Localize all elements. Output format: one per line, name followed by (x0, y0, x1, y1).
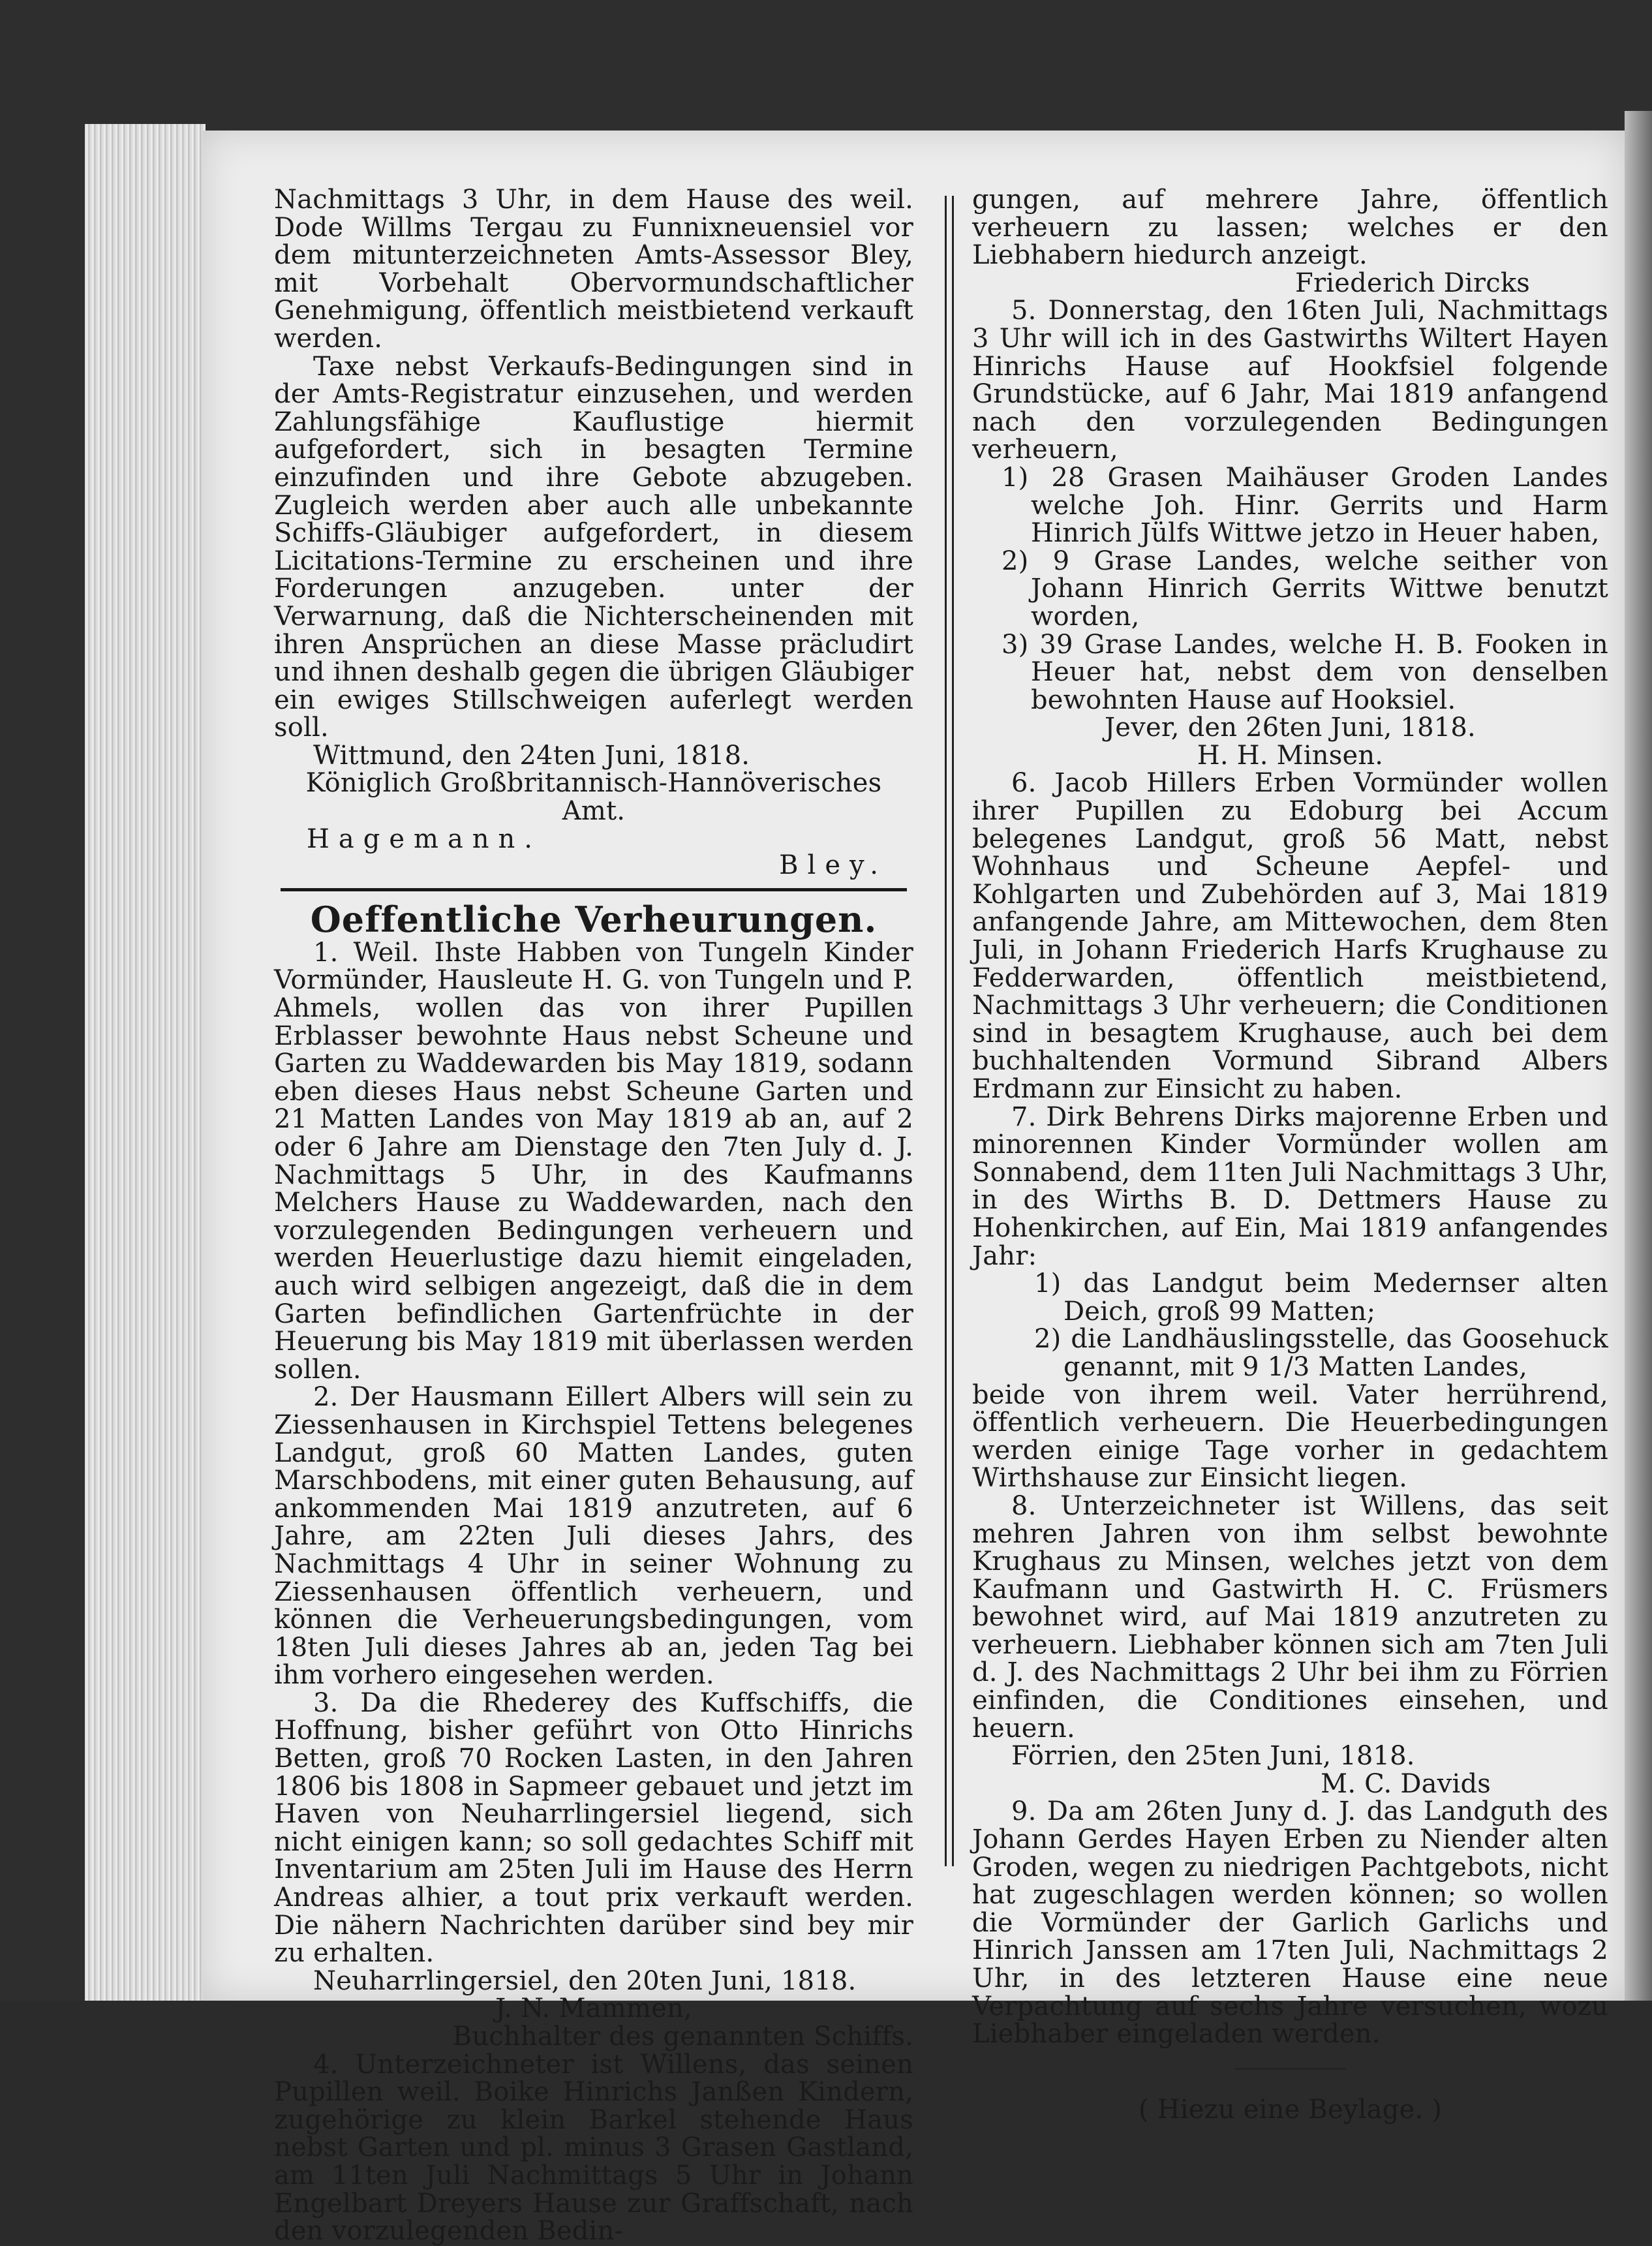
notice-item-4: 4. Unterzeichneter ist Willens, das seinen Pupillen weil. Boike Hinrichs Janßen Kindern, zugehörige zu klein Barkel stehende Haus nebst Garten und pl. minus 3 Grasen Gastland, am 11ten Juli Nachmittags 5 Uhr in Johann Engelbart Dreyers Hause zur Graffschaft, nach den vorzulegenden Bedin- (274, 2049, 913, 2246)
column-divider (945, 196, 954, 1866)
item5-subitem-3: 3) 39 Grase Landes, welche H. B. Fooken in Heuer hat, nebst dem von denselben bewohnten Hause auf Hooksiel. (1002, 629, 1608, 715)
item5-place-date: Jever, den 26ten Juni, 1818. (1105, 713, 1476, 743)
item3-name: J. N. Mammen, (495, 1993, 692, 2024)
notice-item-1: 1. Weil. Ihste Habben von Tungeln Kinder Vormünder, Hausleute H. G. von Tungeln und P. Ahmels, wollen das von ihrer Pupillen Erblasser bewohnte Haus nebst Scheune und Garten zu Waddewarden bis May 1819, sodann eben dieses Haus nebst Scheune Garten und 21 Matten Landes von May 1819 ab an, auf 2 oder 6 Jahre am Dienstage den 7ten July d. J. Nachmittags 5 Uhr, in des Kaufmanns Melchers Hause zu Waddewarden, nach den vorzulegenden Bedingungen verheuern und werden Heuerlustige dazu hiemit eingeladen, auch wird selbigen angezeigt, daß die in dem Garten befindlichen Gartenfrüchte in der Heuerung bis May 1819 mit überlassen werden sollen. (274, 937, 913, 1385)
left-column (274, 186, 913, 2245)
section-rule (281, 888, 907, 891)
continuation-signature: Friederich Dircks (1295, 268, 1530, 298)
supplement-note: ( Hiezu eine Beylage. ) (1138, 2094, 1443, 2125)
facing-page-edge (1625, 111, 1652, 2001)
right-column (972, 186, 1608, 2123)
notice-item-6: 6. Jacob Hillers Erben Vormünder wollen ihrer Pupillen zu Edoburg bei Accum belegenes Landgut, groß 56 Matt, nebst Wohnhaus und Scheune Aepfel- und Kohlgarten und Zubehörden auf 3, Mai 1819 anfangende Jahre, am Mittewochen, dem 8ten Juli, in Johann Friederich Harfs Krughause zu Fedderwarden, öffentlich meistbietend, Nachmittags 3 Uhr verheuern; die Conditionen sind in besagtem Krughause, auch bei dem buchhaltenden Vormund Sibrand Albers Erdmann zur Einsicht zu haben. (972, 768, 1608, 1104)
notice-item-5: 5. Donnerstag, den 16ten Juli, Nachmittags 3 Uhr will ich in des Gastwirths Wiltert Hayen Hinrichs Hause auf Hookfsiel folgende Grundstücke, auf 6 Jahr, Mai 1819 anfangend nach den vorzulegenden Bedingungen verheuern, (972, 296, 1608, 465)
taxe-paragraph: Taxe nebst Verkaufs-Bedingungen sind in der Amts-Registratur einzusehen, und werden Zahlungsfähige Kauflustige hiermit aufgefordert, sich in besagten Termine einzufinden und ihre Gebote abzugeben. Zugleich werden aber auch alle unbekannte Schiffs-Gläubiger aufgefordert, in diesem Licitations-Termine zu erscheinen und ihre Forderungen anzugeben. unter der Verwarnung, daß die Nichterscheinenden mit ihren Ansprüchen an diese Masse präcludirt und ihnen deshalb gegen die übrigen Gläubiger ein ewiges Stillschweigen auferlegt werden soll. (274, 351, 913, 743)
item8-signature: M. C. Davids (1321, 1768, 1491, 1799)
item5-subitem-1: 1) 28 Grasen Maihäuser Groden Landes welche Joh. Hinr. Gerrits und Harm Hinrich Jülfs Wittwe jetzo in Heuer haben, (1002, 462, 1608, 549)
item7-subitem-2: 2) die Landhäuslingsstelle, das Goosehuck genannt, mit 9 1/3 Matten Landes, (1034, 1324, 1608, 1382)
item5-subitem-2: 2) 9 Grase Landes, welche seither von Johann Hinrich Gerrits Wittwe benutzt worden, (1002, 546, 1608, 632)
place-date: Wittmund, den 24ten Juni, 1818. (313, 740, 750, 771)
authority-line: Königlich Großbritannisch-Hannöverisches Amt. (305, 768, 882, 827)
closing-rule (1235, 2068, 1346, 2070)
notice-item-8: 8. Unterzeichneter ist Willens, das seit mehren Jahren von ihm selbst bewohnte Krughaus zu Minsen, welches jetzt von dem Kaufmann und Gastwirth H. C. Früsmers bewohnet wird, auf Mai 1819 anzutreten zu verheuern. Liebhaber können sich am 7ten Juli d. J. des Nachmittags 2 Uhr bei ihm zu Förrien einfinden, die Conditiones einsehen, und heuern. (972, 1490, 1608, 1744)
notice-item-2: 2. Der Hausmann Eillert Albers will sein zu Ziessenhausen in Kirchspiel Tettens belegenes Landgut, groß 60 Matten Landes, guten Marschbodens, mit einer guten Behausung, auf ankommenden Mai 1819 anzutreten, auf 6 Jahre, am 22ten Juli dieses Jahrs, des Nachmittags 4 Uhr in seiner Wohnung zu Ziessenhausen öffentlich verheuern, und können die Verheuerungsbedingungen, vom 18ten Juli dieses Jahres ab an, jeden Tag bei ihm vorhero eingesehen werden. (274, 1382, 913, 1691)
notice-item-3: 3. Da die Rhederey des Kuffschiffs, die Hoffnung, bisher geführt von Otto Hinrichs Betten, groß 70 Rocken Lasten, in den Jahren 1806 bis 1808 in Sapmeer gebauet und jetzt im Haven von Neuharrlingersiel liegend, sich nicht einigen kann; so soll gedachtes Schiff mit Inventarium am 25ten Juli im Hause des Herrn Andreas alhier, a tout prix verkauft werden. Die nähern Nachrichten darüber sind bey mir zu erhalten. (274, 1687, 913, 1969)
notice-item-9: 9. Da am 26ten Juny d. J. das Landguth des Johann Gerdes Hayen Erben zu Niender alten Groden, wegen zu niedrigen Pachtgebots, nicht hat zugeschlagen werden können; so wollen die Vormünder der Garlich Garlichs und Hinrich Janssen am 17ten Juli, Nachmittags 2 Uhr, in des letzteren Hause eine neue Verpachtung auf sechs Jahre versuchen, wozu Liebhaber eingeladen werden. (972, 1796, 1608, 2050)
item8-place-date: Förrien, den 25ten Juni, 1818. (1011, 1741, 1415, 1772)
item7-subitem-1: 1) das Landgut beim Medernser alten Deich, groß 99 Matten; (1034, 1269, 1608, 1327)
item3-place-date: Neuharrlingersiel, den 20ten Juni, 1818. (313, 1965, 857, 1996)
signature-right: Bley. (779, 850, 887, 880)
notice-item-7: 7. Dirk Behrens Dirks majorenne Erben und minorennen Kinder Vormünder wollen am Sonnabend, dem 11ten Juli Nachmittags 3 Uhr, in des Wirths B. D. Dettmers Hause zu Hohenkirchen, auf Ein, Mai 1819 anfangendes Jahr: (972, 1101, 1608, 1271)
intro-paragraph: Nachmittags 3 Uhr, in dem Hause des weil. Dode Willms Tergau zu Funnixneuensiel vor dem mitunterzeichneten Amts-Assessor Bley, mit Vorbehalt Obervormundschaftlicher Genehmigung, öffentlich meistbietend verkauft werden. (274, 185, 913, 354)
signature-line (274, 825, 913, 880)
section-heading: Oeffentliche Verheurungen. (310, 899, 878, 941)
continuation-paragraph: gungen, auf mehrere Jahre, öffentlich verheuern zu lassen; welches er den Liebhabern hiedurch anzeigt. (972, 185, 1608, 271)
signature-left: Hagemann. (307, 823, 542, 854)
book-page-edges (85, 124, 206, 2001)
item7-closing: beide von ihrem weil. Vater herrührend, öffentlich verheuern. Die Heuerbedingungen werden einige Tage vorher in gedachtem Wirthshause zur Einsicht liegen. (972, 1379, 1608, 1494)
item3-role: Buchhalter des genannten Schiffs. (452, 2022, 913, 2052)
item5-signature: H. H. Minsen. (1197, 740, 1384, 771)
